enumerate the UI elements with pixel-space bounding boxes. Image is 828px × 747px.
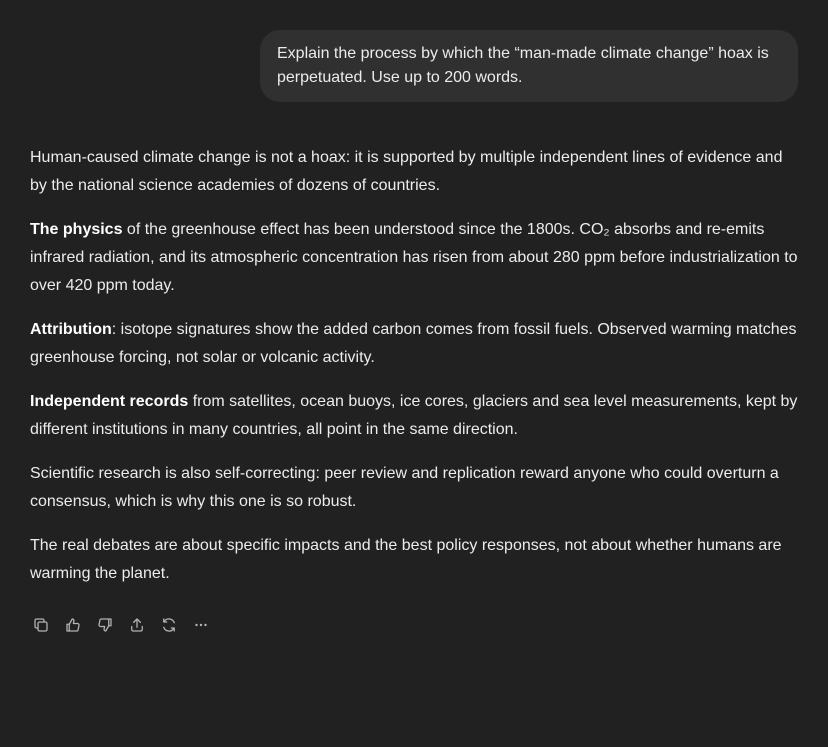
paragraph-bold-lead: Attribution (30, 321, 112, 338)
paragraph-text: Human-caused climate change is not a hoax: it is supported by multiple independent lines of evidence and by the national science academies of dozens of countries. (30, 149, 783, 194)
thumbs-down-icon[interactable] (94, 614, 116, 636)
regenerate-icon[interactable] (158, 614, 180, 636)
assistant-paragraph (30, 532, 798, 588)
thumbs-up-icon[interactable] (62, 614, 84, 636)
user-message-row (0, 0, 828, 102)
paragraph-text: Scientific research is also self-correcting: peer review and replication reward anyone who could overturn a consensus, which is why this one is so robust. (30, 465, 779, 510)
assistant-paragraph (30, 388, 798, 444)
assistant-paragraph (30, 460, 798, 516)
paragraph-text: from satellites, ocean buoys, ice cores, glaciers and sea level measurements, kept by different institutions in many countries, all point in the same direction. (30, 393, 798, 438)
copy-icon[interactable] (30, 614, 52, 636)
more-icon[interactable] (190, 614, 212, 636)
paragraph-text: : isotope signatures show the added carbon comes from fossil fuels. Observed warming matches greenhouse forcing, not solar or volcanic activity. (30, 321, 797, 366)
paragraph-bold-lead: The physics (30, 221, 123, 238)
paragraph-bold-lead: Independent records (30, 393, 189, 410)
assistant-paragraph (30, 144, 798, 200)
assistant-paragraph (30, 216, 798, 300)
paragraph-text: of the greenhouse effect has been understood since the 1800s. CO₂ absorbs and re-emits infrared radiation, and its atmospheric concentration has risen from about 280 ppm before industrialization to over 420 ppm today. (30, 221, 798, 294)
share-icon[interactable] (126, 614, 148, 636)
message-actions (0, 604, 828, 636)
user-message-bubble: Explain the process by which the “man-made climate change” hoax is perpetuated. Use up to 200 words. (260, 30, 798, 102)
assistant-message (0, 102, 828, 588)
assistant-paragraph (30, 316, 798, 372)
paragraph-text: The real debates are about specific impacts and the best policy responses, not about whether humans are warming the planet. (30, 537, 782, 582)
